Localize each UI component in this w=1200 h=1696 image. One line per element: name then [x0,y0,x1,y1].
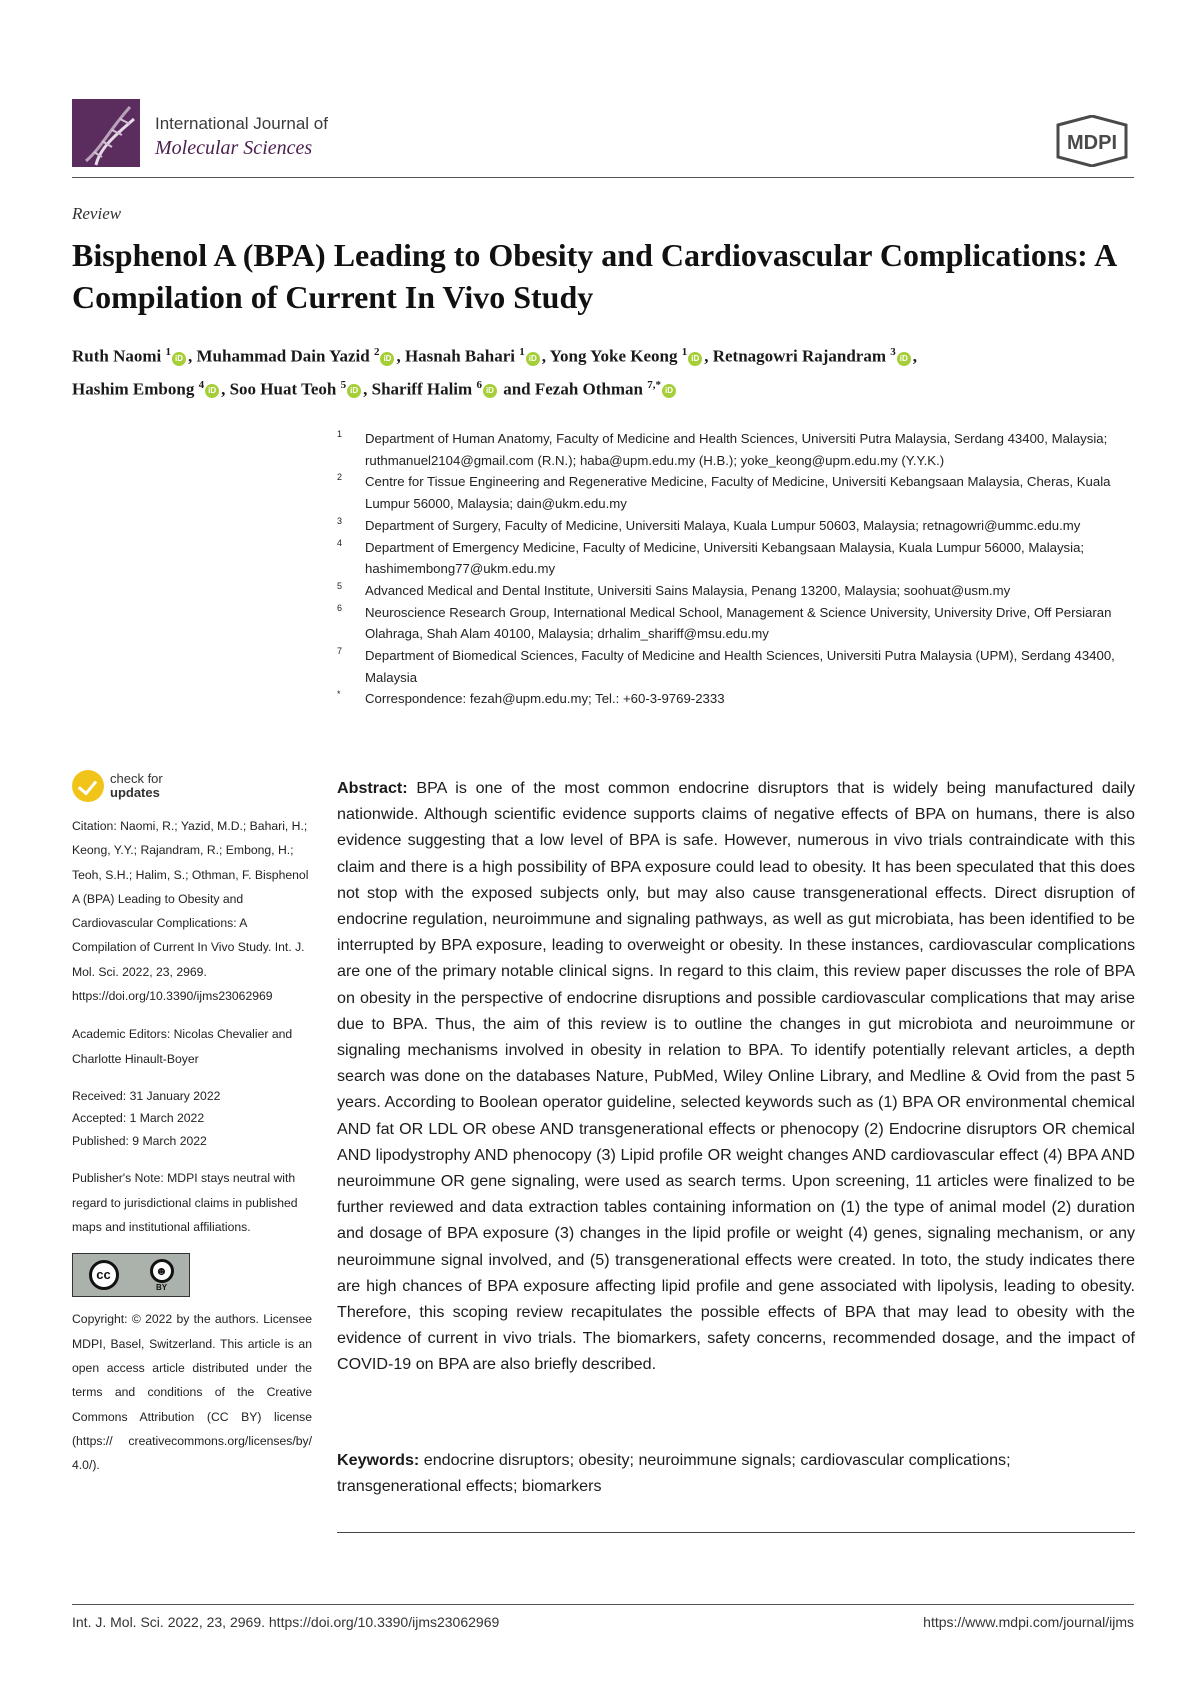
article-type: Review [72,204,122,223]
author-name: Yong Yoke Keong [549,346,682,366]
orcid-icon[interactable]: iD [688,352,702,366]
affiliation-number: 3 [337,515,343,526]
author-affiliation-mark: 6 [476,378,482,391]
affiliation-text: Neuroscience Research Group, International Medical School, Management & Science University, University Drive, Off Persiaran Olahraga, Shah Alam 40100, Malaysia; drhalim_shariff@msu.edu.my [365,604,1112,642]
affiliation-number: 4 [337,537,343,548]
author-separator: , [541,346,550,366]
author-affiliation-mark: 4 [198,378,205,391]
keywords-label: Keywords: [337,1451,420,1469]
received-date: Received: 31 January 2022 [72,1088,221,1103]
keywords [337,1447,1135,1499]
content-divider [337,1532,1135,1533]
author-name: Muhammad Dain Yazid [196,346,374,366]
author-name: Hashim Embong [72,379,199,399]
author-name: Ruth Naomi [72,346,166,366]
author-affiliation-mark: 2 [373,346,380,358]
author-separator: , [363,379,372,399]
affiliation-item [337,688,1147,710]
affiliation-text: Department of Surgery, Faculty of Medicine, Universiti Malaya, Kuala Lumpur 50603, Malaysia; retnagowri@ummc.edu.my [365,517,1081,533]
updates-label: updates [110,785,160,800]
affiliation-number: 6 [337,602,343,613]
cc-by-license-badge[interactable] [72,1253,190,1297]
author-name: Hasnah Bahari [404,346,520,366]
affiliation-number: 7 [337,646,343,657]
affiliation-item [337,602,1147,645]
orcid-icon[interactable]: iD [526,352,540,366]
author-affiliation-mark: 5 [340,378,347,391]
orcid-icon[interactable]: iD [483,384,497,398]
footer-divider [72,1604,1134,1605]
author-separator: , [221,379,230,399]
journal-name [155,112,328,160]
author-name: and Fezah Othman [503,379,648,399]
abstract [337,775,1135,1378]
journal-logo [72,99,140,167]
mdpi-logo [1050,115,1134,167]
affiliation-number: * [337,689,341,700]
checkmark-icon [72,770,104,802]
author-affiliation-mark: 1 [681,346,688,358]
accepted-date: Accepted: 1 March 2022 [72,1111,205,1126]
affiliation-item [337,537,1147,580]
footer-citation[interactable]: Int. J. Mol. Sci. 2022, 23, 2969. https://doi.org/10.3390/ijms23062969 [72,1614,500,1630]
affiliation-item [337,515,1147,537]
affiliation-text: Department of Human Anatomy, Faculty of Medicine and Health Sciences, Universiti Putra Malaysia, Serdang 43400, Malaysia; ruthmanuel2104@gmail.com (R.N.); haba@upm.edu.my (H.B.); yoke_keong@upm.edu.my (Y.Y.K.) [365,431,1108,468]
footer-journal-link[interactable]: https://www.mdpi.com/journal/ijms [923,1614,1134,1630]
author-affiliation-mark: 1 [165,346,172,358]
affiliations [337,428,1147,710]
affiliation-text: Centre for Tissue Engineering and Regenerative Medicine, Faculty of Medicine, Universiti Kebangsaan Malaysia, Cheras, Kuala Lumpur 56000, Malaysia; dain@ukm.edu.my [365,474,1111,512]
journal-name-line2: Molecular Sciences [155,137,313,159]
mdpi-logo-text: MDPI [1067,132,1117,154]
article-title: Bisphenol A (BPA) Leading to Obesity and Cardiovascular Complications: A Compilation of Current In Vivo Study [72,237,1116,315]
orcid-icon[interactable]: iD [205,384,219,398]
author-name: Retnagowri Rajandram [712,346,891,366]
citation-block: Citation: Naomi, R.; Yazid, M.D.; Bahari, H.; Keong, Y.Y.; Rajandram, R.; Embong, H.; Teoh, S.H.; Halim, S.; Othman, F. Bisphenol A (BPA) Leading to Obesity and Cardiovascular Complications: A Compilation of Current In Vivo Study. Int. J. Mol. Sci. 2022, 23, 2969. https://doi.org/10.3390/ijms23062969 [72,819,309,1004]
orcid-icon[interactable]: iD [662,384,676,398]
affiliation-text: Department of Emergency Medicine, Faculty of Medicine, Universiti Kebangsaan Malaysia, Kuala Lumpur 56000, Malaysia; hashimembong77@ukm.edu.my [365,539,1085,577]
author-affiliation-mark: 7,* [647,378,661,391]
orcid-icon[interactable]: iD [347,384,361,398]
journal-name-line1: International Journal of [155,114,328,133]
author-separator: , [912,346,918,366]
copyright-notice: Copyright: © 2022 by the authors. Licensee MDPI, Basel, Switzerland. This article is an open access article distributed under the terms and conditions of the Creative Commons Attribution (CC BY) license (https:// creativecommons.org/licenses/by/ 4.0/). [72,1312,312,1473]
affiliation-text: Department of Biomedical Sciences, Faculty of Medicine and Health Sciences, Universiti Putra Malaysia (UPM), Serdang 43400, Malaysia [365,648,1115,685]
orcid-icon[interactable]: iD [380,352,394,366]
author-affiliation-mark: 3 [890,346,896,358]
article-sidebar [72,768,312,1491]
affiliation-number: 5 [337,580,343,591]
creative-commons-icon: cc [89,1260,119,1290]
affiliation-number: 2 [337,472,343,483]
abstract-label: Abstract: [337,779,408,797]
author-separator: , [188,346,197,366]
check-for-updates-button[interactable] [72,768,312,804]
author-name: Soo Huat Teoh [229,379,341,399]
author-separator: , [704,346,713,366]
orcid-icon[interactable]: iD [172,352,186,366]
orcid-icon[interactable]: iD [897,352,911,366]
published-date: Published: 9 March 2022 [72,1133,207,1148]
by-label: BY [155,1282,168,1292]
affiliation-text: Correspondence: fezah@upm.edu.my; Tel.: +60-3-9769-2333 [365,691,725,707]
academic-editors: Academic Editors: Nicolas Chevalier and Charlotte Hinault-Boyer [72,1027,293,1066]
mdpi-hexagon-icon [1050,115,1134,167]
dna-helix-icon [72,99,140,167]
check-for-label: check for [110,771,163,786]
affiliation-item [337,471,1147,514]
publisher-note: Publisher's Note: MDPI stays neutral with regard to jurisdictional claims in published maps and institutional affiliations. [72,1171,298,1235]
keywords-text: endocrine disruptors; obesity; neuroimmune signals; cardiovascular complications; transgenerational effects; biomarkers [337,1451,1011,1496]
author-name: Shariff Halim [371,379,477,399]
affiliation-item [337,645,1147,688]
affiliation-item [337,580,1147,602]
attribution-icon: ☻ [150,1259,174,1283]
abstract-text: BPA is one of the most common endocrine disruptors that is widely being manufactured daily nationwide. Although scientific evidence supports claims of negative effects of BPA on humans, there is also evidence suggesting that a low level of BPA is safe. However, numerous in vivo trials contraindicate with this claim and there is a high possibility of BPA exposure could lead to obesity. It has been speculated that this does not stop with the exposed subjects only, but may also cause transgenerational effects. Direct disruption of endocrine regulation, neuroimmune and signaling pathways, as well as gut microbiata, has been identified to be interrupted by BPA exposure, leading to overweight or obesity. In these instances, cardiovascular complications are one of the primary notable clinical signs. In regard to this claim, this review paper discusses the role of BPA on obesity in the perspective of endocrine disruptions and possible cardiovascular complications that may arise due to BPA. Thus, the aim of this review is to outline the changes in gut microbiota and neuroimmune or signaling mechanisms involved in obesity in relation to BPA. To identify potentially relevant articles, a depth search was done on the databases Nature, PubMed, Wiley Online Library, and Medline & Ovid from the past 5 years. According to Boolean operator guideline, selected keywords such as (1) BPA OR environmental chemical AND fat OR LDL OR obese AND transgenerational effects or phenocopy (2) Endocrine disruptors OR chemical AND lipodystrophy AND phenocopy (3) Lipid profile OR weight changes AND cardiovascular effect (4) BPA AND neuroimmune OR gene signaling, were used as search terms. Upon screening, 11 articles were finalized to be further reviewed and data extraction tables containing information on (1) the type of animal model (2) duration and dosage of BPA exposure (3) changes in the lipid profile or weight (4) genes, signaling mechanism, or any neuroimmune signal involved, and (5) transgenerational effects were created. In toto, the study indicates there are high chances of BPA exposure affecting lipid profile and gene associated with lipolysis, leading to obesity. Therefore, this scoping review recapitulates the possible effects of BPA that may lead to obesity with the evidence of current in vivo trials. The biomarkers, safety concerns, recommended dosage, and the impact of COVID-19 on BPA are also briefly described. [337,779,1135,1374]
affiliation-item [337,428,1147,471]
author-separator: , [396,346,405,366]
author-affiliation-mark: 1 [519,346,525,358]
author-list [72,338,1142,403]
header-divider [72,177,1134,178]
affiliation-text: Advanced Medical and Dental Institute, Universiti Sains Malaysia, Penang 13200, Malaysia; soohuat@usm.my [365,582,1011,598]
affiliation-number: 1 [337,429,343,439]
